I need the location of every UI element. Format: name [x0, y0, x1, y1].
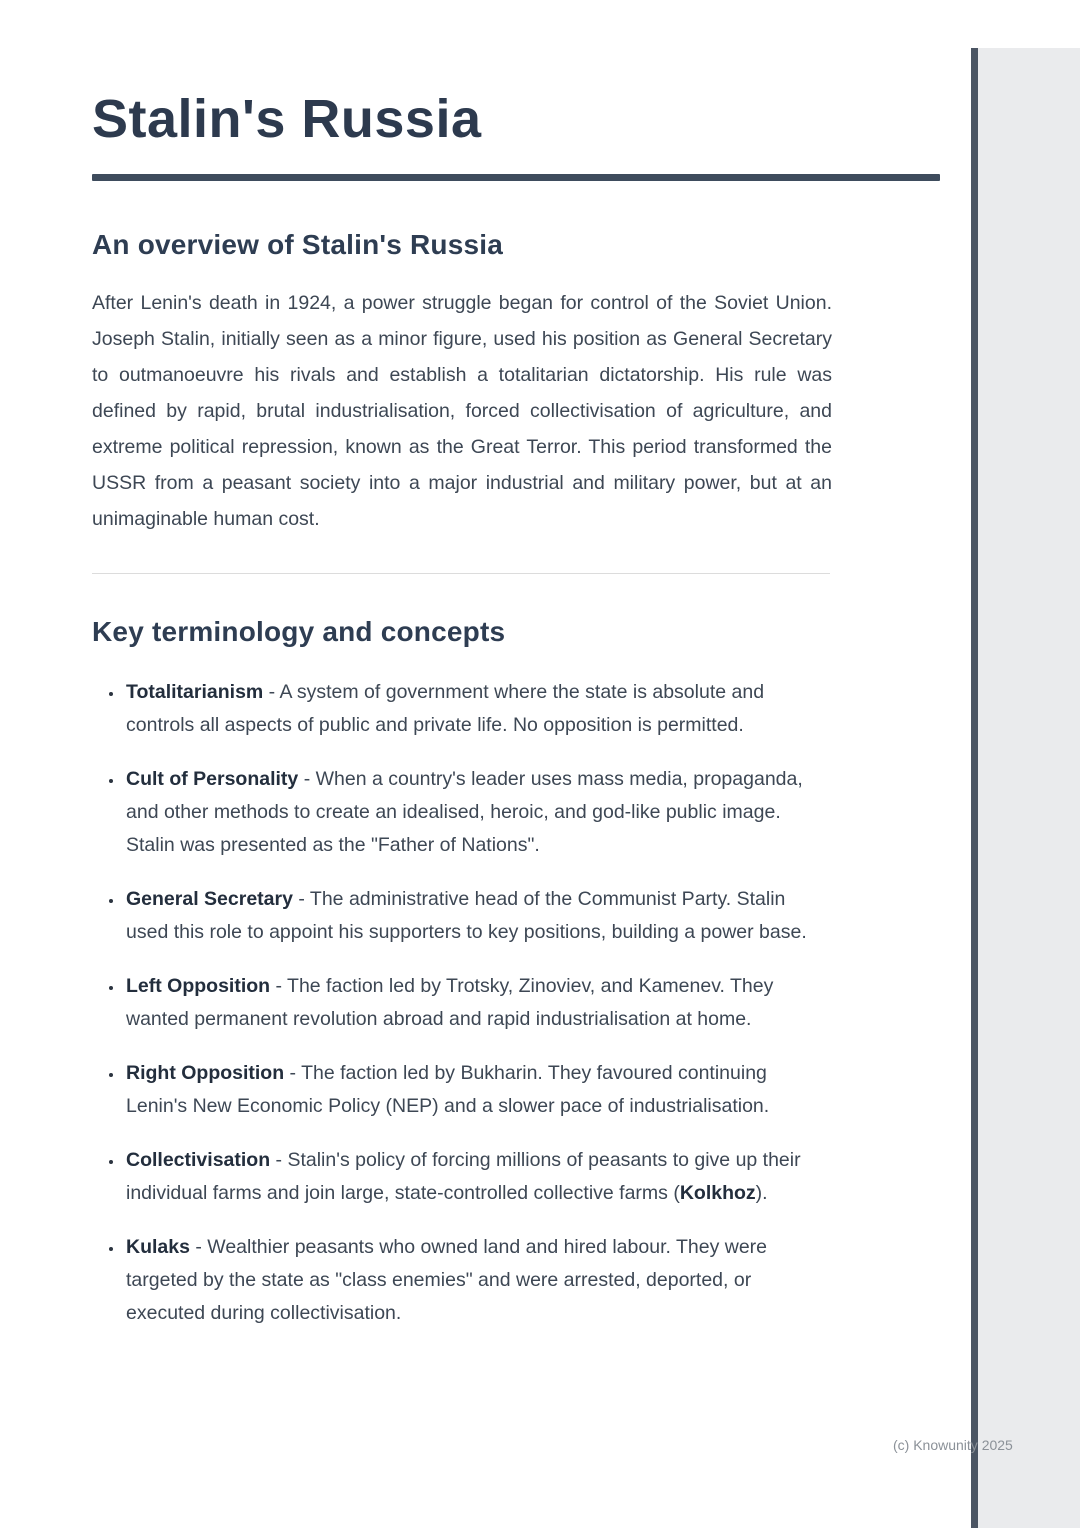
- term-item-totalitarianism: [124, 676, 824, 742]
- term-definition: - When a country's leader uses mass media, propaganda, and other methods to create an idealised, heroic, and god-like public image. Stalin was presented as the "Father of Nations".: [126, 768, 803, 856]
- term-item-right-opposition: [124, 1057, 824, 1123]
- footer-copyright: (c) Knowunity 2025: [893, 1437, 1013, 1453]
- term-name: Left Opposition: [126, 975, 271, 997]
- term-name: Cult of Personality: [126, 768, 299, 790]
- term-item-left-opposition: [124, 970, 824, 1036]
- term-definition: - The faction led by Trotsky, Zinoviev, and Kamenev. They wanted permanent revolution abroad and rapid industrialisation at home.: [126, 975, 774, 1030]
- term-name: General Secretary: [126, 888, 293, 910]
- term-definition: - The faction led by Bukharin. They favoured continuing Lenin's New Economic Policy (NEP) and a slower pace of industrialisation.: [126, 1062, 770, 1117]
- term-item-general-secretary: [124, 883, 824, 949]
- term-inline-bold: Kolkhoz: [679, 1182, 756, 1204]
- term-name: Totalitarianism: [126, 681, 264, 703]
- title-rule: [92, 174, 940, 181]
- section-divider: [92, 573, 830, 574]
- page-title: Stalin's Russia: [92, 89, 482, 149]
- document-content: [92, 0, 832, 1351]
- term-name: Collectivisation: [126, 1149, 271, 1171]
- terms-heading: Key terminology and concepts: [92, 616, 506, 647]
- term-definition: - Wealthier peasants who owned land and hired labour. They were targeted by the state as "class enemies" and were arrested, deported, or executed during collectivisation.: [126, 1236, 768, 1324]
- term-definition-continued: ).: [755, 1182, 768, 1204]
- term-name: Right Opposition: [126, 1062, 285, 1084]
- term-definition: - Stalin's policy of forcing millions of peasants to give up their individual farms and join large, state-controlled collective farms (: [126, 1149, 801, 1204]
- page-edge-bar: [971, 48, 978, 1528]
- term-item-cult-of-personality: [124, 763, 824, 862]
- page-edge-strip: [978, 48, 1080, 1528]
- terms-list: [92, 676, 832, 1330]
- term-item-collectivisation: [124, 1144, 824, 1210]
- overview-paragraph: After Lenin's death in 1924, a power struggle began for control of the Soviet Union. Joseph Stalin, initially seen as a minor figure, used his position as General Secretary to outmanoeuvre his rivals and establish a totalitarian dictatorship. His rule was defined by rapid, brutal industrialisation, forced collectivisation of agriculture, and extreme political repression, known as the Great Terror. This period transformed the USSR from a peasant society into a major industrial and military power, but at an unimaginable human cost.: [92, 292, 832, 530]
- term-item-kulaks: [124, 1231, 824, 1330]
- term-name: Kulaks: [126, 1236, 190, 1258]
- overview-heading: An overview of Stalin's Russia: [92, 229, 504, 260]
- term-definition: - A system of government where the state is absolute and controls all aspects of public and private life. No opposition is permitted.: [126, 681, 765, 736]
- term-definition: - The administrative head of the Communist Party. Stalin used this role to appoint his supporters to key positions, building a power base.: [126, 888, 807, 943]
